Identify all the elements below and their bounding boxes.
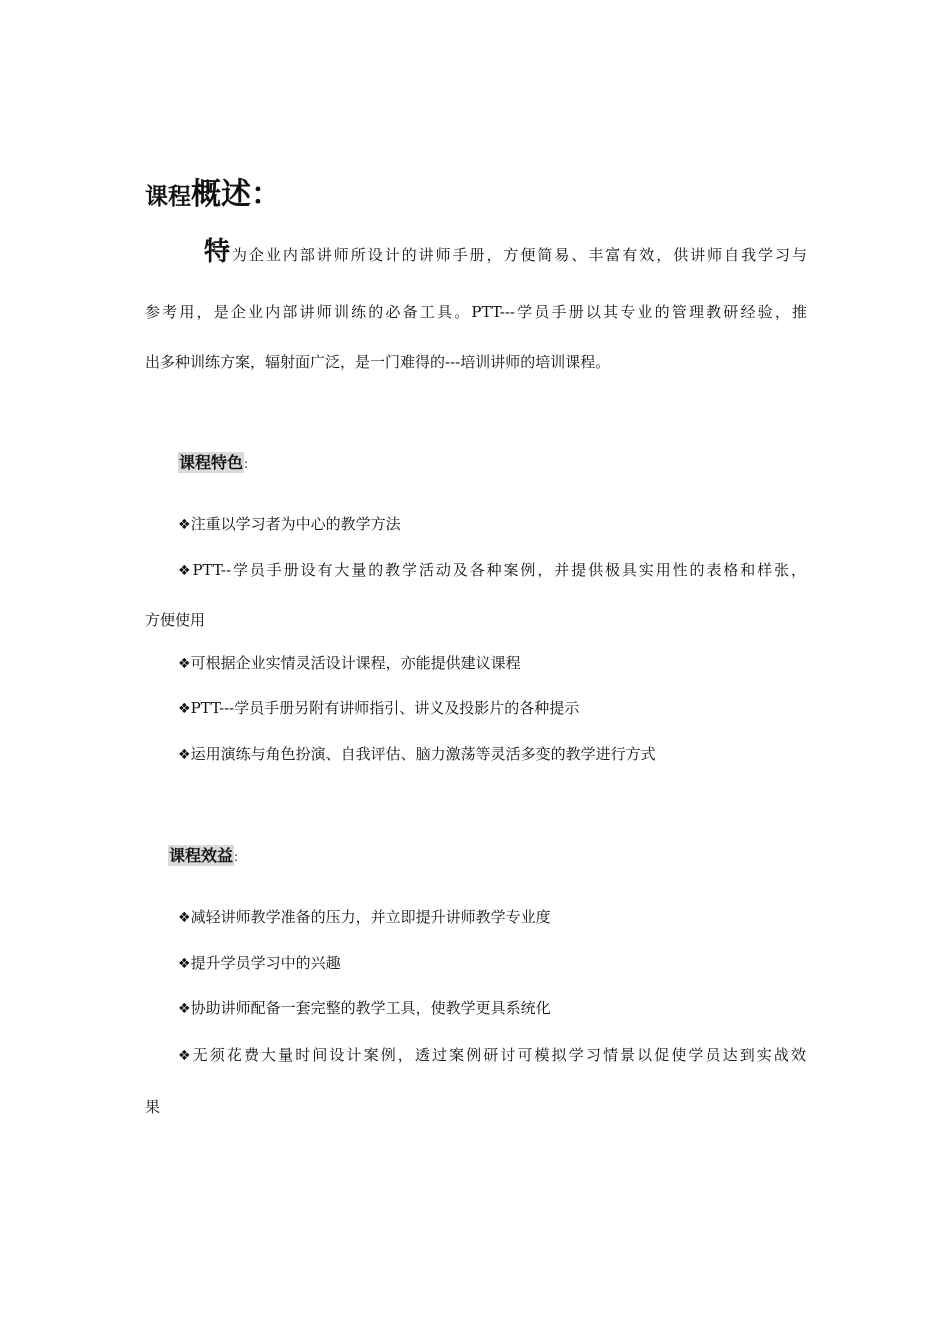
- title-colon: ：: [251, 177, 281, 212]
- list-item-text: PTT--学员手册设有大量的教学活动及各种案例，并提供极具实用性的表格和样张，: [192, 561, 806, 579]
- bullet-diamond-icon: ❖: [178, 701, 191, 717]
- list-item-text: 可根据企业实情灵活设计课程，亦能提供建议课程: [190, 654, 521, 672]
- bullet-diamond-icon: ❖: [178, 517, 191, 533]
- bullet-diamond-icon: ❖: [178, 956, 191, 972]
- list-item-text: 无须花费大量时间设计案例，透过案例研讨可模拟学习情景以促使学员达到实战效: [192, 1046, 806, 1064]
- list-item-text: PTT---学员手册另附有讲师指引、讲义及投影片的各种提示: [190, 699, 580, 717]
- features-heading-colon: :: [244, 457, 249, 471]
- features-heading-label: 课程特色: [179, 453, 244, 472]
- intro-line-2: 参考用，是企业内部讲师训练的必备工具。PTT---学员手册以其专业的管理教研经验，推: [145, 303, 807, 321]
- list-item-text: 协助讲师配备一套完整的教学工具，使教学更具系统化: [190, 999, 551, 1017]
- bullet-diamond-icon: ❖: [178, 656, 191, 672]
- list-item-text: 减轻讲师教学准备的压力，并立即提升讲师教学专业度: [190, 908, 551, 926]
- benefits-heading-colon: :: [234, 850, 239, 864]
- list-item-continuation: 方便使用: [145, 611, 206, 629]
- list-item-text: 提升学员学习中的兴趣: [190, 954, 341, 972]
- list-item: [178, 653, 521, 674]
- list-item: [178, 953, 341, 974]
- bullet-diamond-icon: ❖: [178, 1001, 191, 1017]
- title-main: 概述: [191, 177, 251, 212]
- list-item: [178, 744, 656, 765]
- list-item: [178, 698, 579, 719]
- intro-line-1-text: 为企业内部讲师所设计的讲师手册，方便简易、丰富有效，供讲师自我学习与: [231, 246, 807, 264]
- intro-dropcap: 特: [202, 237, 232, 267]
- list-item: [178, 1045, 806, 1066]
- list-item-text: 注重以学习者为中心的教学方法: [190, 515, 401, 533]
- title-prefix: 课程: [145, 183, 191, 210]
- list-item-continuation: 果: [145, 1098, 161, 1116]
- list-item: [178, 560, 806, 581]
- intro-line-3: 出多种训练方案，辐射面广泛，是一门难得的---培训讲师的培训课程。: [145, 353, 611, 371]
- benefits-heading-label: 课程效益: [169, 846, 234, 865]
- list-item: [178, 998, 551, 1019]
- benefits-heading: [168, 846, 238, 867]
- list-item: [178, 907, 551, 928]
- bullet-diamond-icon: ❖: [178, 563, 193, 579]
- bullet-diamond-icon: ❖: [178, 1048, 193, 1064]
- list-item: [178, 514, 401, 535]
- list-item-text: 运用演练与角色扮演、自我评估、脑力激荡等灵活多变的教学进行方式: [190, 745, 656, 763]
- bullet-diamond-icon: ❖: [178, 747, 191, 763]
- page-title: [145, 177, 281, 212]
- intro-line-1: [145, 237, 807, 267]
- features-heading: [178, 453, 248, 474]
- bullet-diamond-icon: ❖: [178, 910, 191, 926]
